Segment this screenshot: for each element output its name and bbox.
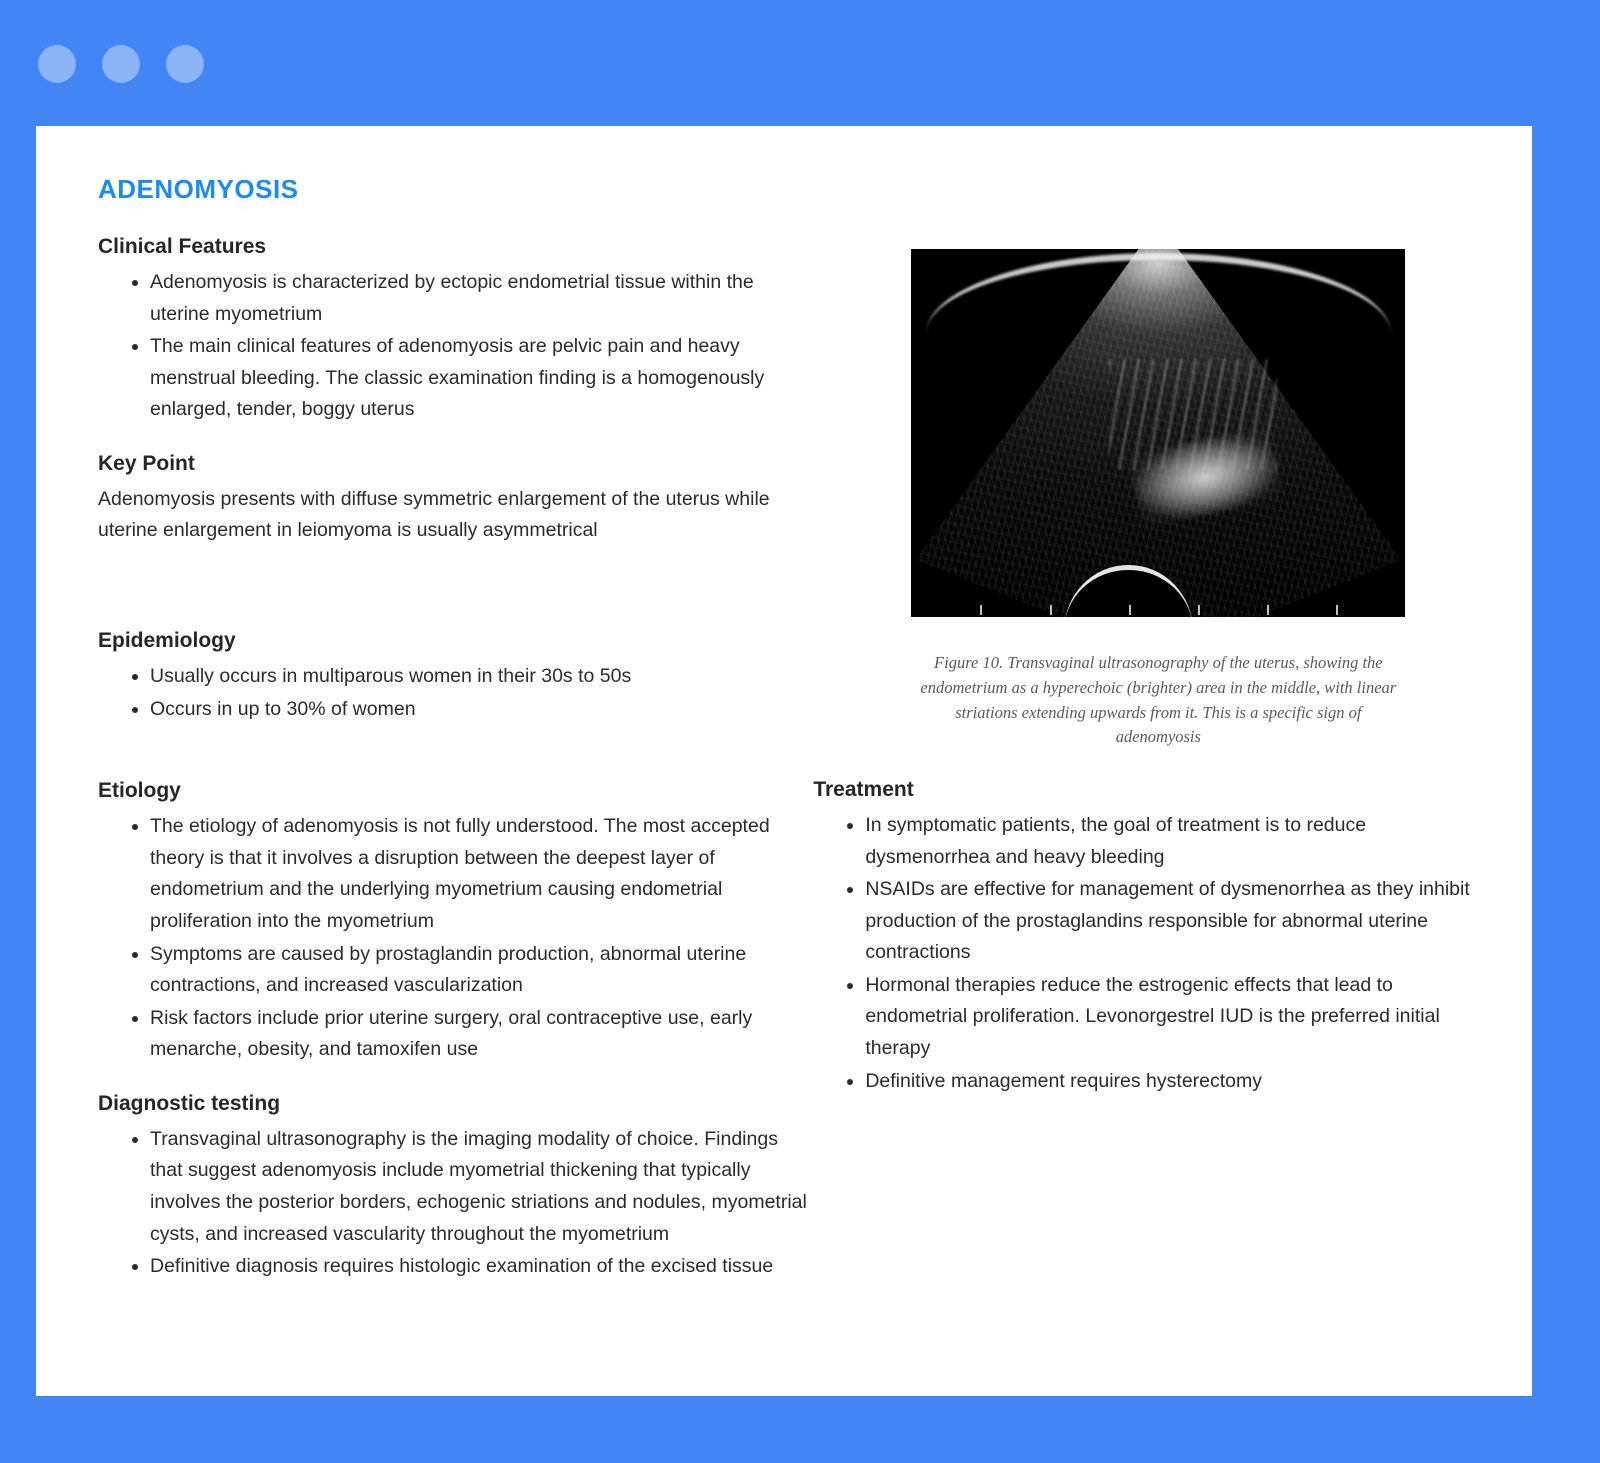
ultrasound-scale-tick xyxy=(980,605,982,615)
section-heading-treatment: Treatment xyxy=(813,778,914,801)
page-title: ADENOMYOSIS xyxy=(98,174,299,204)
window-dot-2-icon[interactable] xyxy=(102,45,140,83)
list-item: • The main clinical features of adenomyosis are pelvic pain and heavy menstrual bleeding. The classic examination finding is a homogenously enlarged, tender, boggy uterus xyxy=(150,331,813,426)
list-item: • Adenomyosis is characterized by ectopic endometrial tissue within the uterine myometrium xyxy=(150,267,813,330)
ultrasound-scale-tick xyxy=(1129,605,1131,615)
section-heading-epidemiology: Epidemiology xyxy=(98,629,236,653)
treatment-list xyxy=(813,810,1490,1097)
key-point-text: Adenomyosis presents with diffuse symmetric enlargement of the uterus while uterine enlargement in leiomyoma is usually asymmetrical xyxy=(98,487,770,542)
left-column xyxy=(78,235,813,1309)
window-dot-1-icon[interactable] xyxy=(38,45,76,83)
ultrasound-scale-tick xyxy=(1267,605,1269,615)
list-item: • The etiology of adenomyosis is not fully understood. The most accepted theory is that it involves a disruption between the deepest layer of endometrium and the underlying myometrium causing endometrial proliferation into the myometrium xyxy=(150,811,813,937)
document-page xyxy=(36,126,1532,1396)
figure-block xyxy=(911,249,1405,750)
window-titlebar xyxy=(0,0,1600,128)
content-columns xyxy=(78,235,1490,1309)
spacer xyxy=(98,567,813,629)
list-item: • Usually occurs in multiparous women in their 30s to 50s xyxy=(150,661,813,693)
epidemiology-list xyxy=(98,661,813,725)
ultrasound-scale-tick xyxy=(1198,605,1200,615)
list-item: • Symptoms are caused by prostaglandin production, abnormal uterine contractions, and increased vascularization xyxy=(150,939,813,1002)
figure-caption: Figure 10. Transvaginal ultrasonography of the uterus, showing the endometrium as a hyperechoic (brighter) area in the middle, with linear striations extending upwards from it. This is a specific sign of adenomyosis xyxy=(920,653,1397,747)
list-item: • Risk factors include prior uterine surgery, oral contraceptive use, early menarche, obesity, and tamoxifen use xyxy=(150,1003,813,1066)
ultrasound-scale-tick xyxy=(1336,605,1338,615)
transvaginal-ultrasound-image xyxy=(911,249,1405,617)
right-column xyxy=(813,235,1490,1309)
section-heading-etiology: Etiology xyxy=(98,779,181,803)
clinical-features-list xyxy=(98,267,813,426)
list-item: • Occurs in up to 30% of women xyxy=(150,694,813,726)
ultrasound-scale-tick xyxy=(1050,605,1052,615)
etiology-list xyxy=(98,811,813,1066)
section-heading-clinical-features: Clinical Features xyxy=(98,235,267,258)
ultrasound-near-field-arc xyxy=(926,253,1390,334)
list-item: • Definitive diagnosis requires histologic examination of the excised tissue xyxy=(150,1251,813,1283)
diagnostic-testing-list xyxy=(98,1124,813,1283)
list-item: • Definitive management requires hysterectomy xyxy=(865,1066,1490,1098)
window-dot-3-icon[interactable] xyxy=(166,45,204,83)
list-item: • Transvaginal ultrasonography is the imaging modality of choice. Findings that suggest adenomyosis include myometrial thickening that typically involves the posterior borders, echogenic striations and nodules, myometrial cysts, and increased vascularity throughout the myometrium xyxy=(150,1124,813,1250)
section-heading-diagnostic-testing: Diagnostic testing xyxy=(98,1091,281,1115)
treatment-block xyxy=(813,778,1490,1097)
list-item: • NSAIDs are effective for management of dysmenorrhea as they inhibit production of the prostaglandins responsible for abnormal uterine contractions xyxy=(865,874,1490,969)
list-item: • Hormonal therapies reduce the estrogenic effects that lead to endometrial proliferation. Levonorgestrel IUD is the preferred initial therapy xyxy=(865,970,1490,1065)
spacer xyxy=(98,751,813,779)
list-item: • In symptomatic patients, the goal of treatment is to reduce dysmenorrhea and heavy bleeding xyxy=(865,810,1490,873)
section-heading-key-point: Key Point xyxy=(98,451,195,475)
